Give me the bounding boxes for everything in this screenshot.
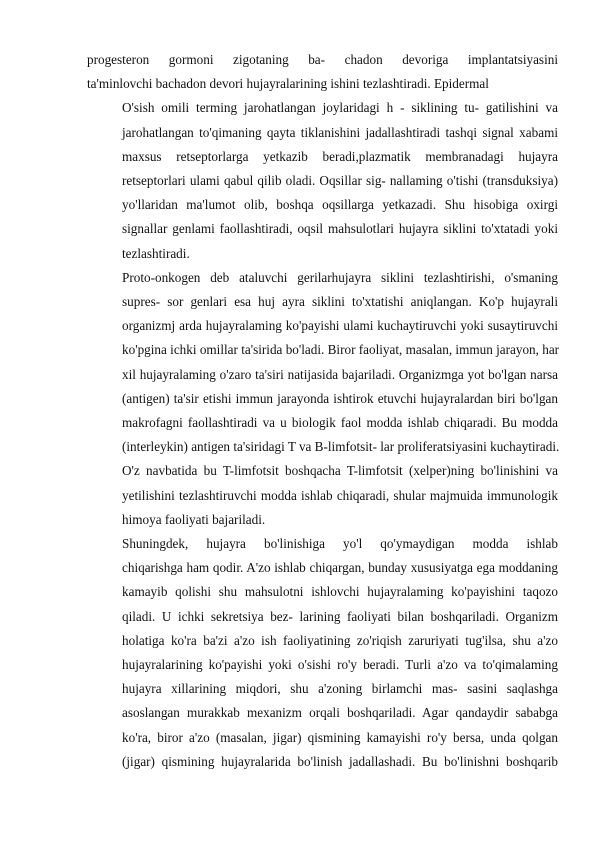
text-line: xil hujayralaming o'zaro ta'siri natijasida bajariladi. Organizmga yot bo'lgan narsa [122,366,558,382]
text-line: O'z navbatida bu T-limfotsit boshqacha T-limfotsit (xelper)ning bo'linishini va [122,463,558,479]
text-line: makrofagni faollashtiradi va u biologik faol modda ishlab chiqaradi. Bu modda [122,415,558,431]
text-line: progesteron gormoni zigotaning ba- chadon devoriga implantatsiyasini [87,52,558,67]
text-line: (jigar) qismining hujayralarida bo'linish jadallashadi. Bu bo'linishni boshqarib [122,753,558,769]
text-line: maxsus retseptorlarga yetkazib beradi,plazmatik membranadagi hujayra [122,148,558,164]
text-line: yetilishini tezlashtiruvchi modda ishlab chiqaradi, shular majmuida immunologik [122,487,558,503]
paragraph-4 [87,532,558,774]
paragraph-2 [87,96,558,265]
paragraph-1 [87,48,558,96]
text-line: qiladi. U ichki sekretsiya bez- larining faoliyati bilan boshqariladi. Organizm [122,608,558,624]
text-line: jarohatlangan to'qimaning qayta tiklanishini jadallashtiradi tashqi signal xabami [122,124,558,140]
text-line: tezlashtiradi. [122,245,190,261]
text-line: organizmj arda hujayralaming ko'payishi ulami kuchaytiruvchi yoki susaytiruvchi [122,318,558,334]
text-line: asoslangan murakkab mexanizm orqali boshqariladi. Agar qandaydir sababga [122,705,558,721]
text-line: holatiga ko'ra ba'zi a'zo ish faoliyatining zo'riqish zaruriyati tug'ilsa, shu a'zo [122,632,558,648]
text-line: retseptorlari ulami qabul qilib oladi. Oqsillar sig- nallaming o'tishi (transduksiya) [122,173,558,189]
text-line: (interleykin) antigen ta'siridagi T va B-limfotsit- lar proliferatsiyasini kuchaytiradi. [122,439,560,455]
text-line: hujayralarining ko'payishi yoki o'sishi ro'y beradi. Turli a'zo va to'qimalaming [122,657,558,673]
text-line: Proto-onkogen deb ataluvchi gerilarhujayra siklini tezlashtirishi, o'smaning [122,269,558,285]
paragraph-3 [87,266,558,532]
text-line: ko'ra, biror a'zo (masalan, jigar) qismining kamayishi ro'y bersa, unda qolgan [122,729,558,745]
text-line: hujayra xillarining miqdori, shu a'zoning birlamchi mas- sasini saqlashga [122,681,558,697]
text-line: ta'minlovchi bachadon devori hujayralarining ishini tezlashtiradi. Epidermal [87,76,489,92]
text-line: Shuningdek, hujayra bo'linishiga yo'l qo'ymaydigan modda ishlab [122,536,558,552]
text-line: signallar genlami faollashtiradi, oqsil mahsulotlari hujayra siklini to'xtatadi yoki [122,221,558,237]
text-line: O'sish omili terming jarohatlangan joylaridagi h - siklining tu- gatilishini va [122,100,558,116]
text-line: kamayib qolishi shu mahsulotni ishlovchi hujayralaming ko'payishini taqozo [122,584,558,600]
document-page [87,48,558,774]
text-line: himoya faoliyati bajariladi. [122,511,266,527]
text-line: (antigen) ta'sir etishi immun jarayonda ishtirok etuvchi hujayralardan biri bo'lgan [122,390,558,406]
text-line: supres- sor genlari esa huj ayra siklini to'xtatishi aniqlangan. Ko'p hujayrali [122,294,558,310]
text-line: yo'llaridan ma'lumot olib, boshqa oqsillarga yetkazadi. Shu hisobiga oxirgi [122,197,558,213]
text-line: chiqarishga ham qodir. A'zo ishlab chiqargan, bunday xususiyatga ega moddaning [122,560,558,576]
text-line: ko'pgina ichki omillar ta'sirida bo'ladi. Biror faoliyat, masalan, immun jarayon, har [122,342,560,358]
